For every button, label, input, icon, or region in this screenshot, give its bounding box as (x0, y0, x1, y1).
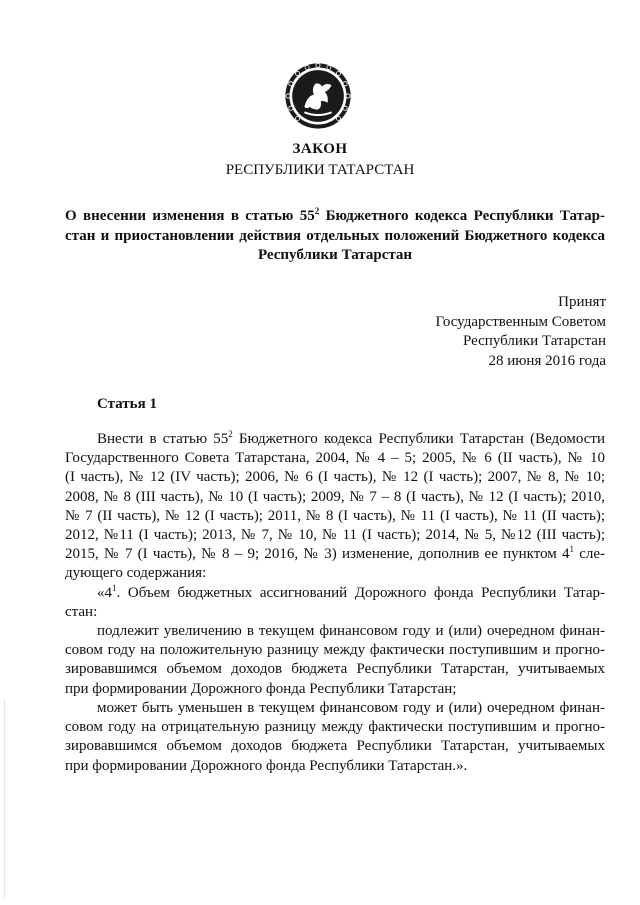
paragraph-line: зировавшимся объемом доходов бюджета Республики Татарстан, учитываемых (65, 738, 605, 755)
article-paragraph-2 (65, 584, 605, 622)
article-paragraph-4 (65, 699, 605, 776)
subject-line: О внесении изменения в статью $55^2$ Бюджетного кодекса Республики Татар- (65, 206, 605, 224)
paragraph-line: при формировании Дорожного фонда Республики Татарстан; (65, 680, 457, 697)
paragraph-line: совом году на положительную разницу между фактически поступившим и прогно- (65, 642, 605, 659)
paragraph-line: «$4^1$. Объем бюджетных ассигнований Дорожного фонда Республики Татар- (97, 583, 605, 601)
paragraph-line: Внести в статью $55^2$ Бюджетного кодекса Республики Татарстан (Ведомости (97, 429, 606, 447)
paragraph-line: может быть уменьшен в текущем финансовом году и (или) очередном финан- (97, 700, 605, 716)
scan-edge-artifact (4, 700, 6, 900)
adopted-republic: Республики Татарстан (462, 333, 606, 349)
article-heading: Статья 1 (97, 396, 157, 412)
law-title: ЗАКОН (292, 141, 348, 157)
paragraph-line: (I часть), № 12 (IV часть); 2006, № 6 (I часть), № 12 (I часть); 2007, № 8, № 10; (65, 469, 605, 486)
subject-line: стан и приостановлении действия отдельных положений Бюджетного кодекса (65, 227, 605, 244)
paragraph-line: 2012, №11 (I часть); 2013, № 7, № 10, № 11 (I часть); 2014, № 5, №12 (III часть); (65, 527, 605, 544)
republic-title: РЕСПУБЛИКИ ТАТАРСТАН (225, 162, 415, 178)
paragraph-line: № 7 (II часть), № 12 (I часть); 2011, № 8 (I часть), № 11 (I часть), № 11 (II часть); (65, 507, 605, 524)
paragraph-line: 2008, № 8 (III часть), № 10 (I часть); 2009, № 7 – 8 (I часть), № 12 (I часть); 2010, (65, 488, 605, 505)
tatarstan-coat-of-arms-icon (284, 62, 352, 130)
paragraph-line: подлежит увеличению в текущем финансовом году и (или) очередном финан- (97, 623, 605, 639)
paragraph-line: Государственного Совета Татарстана, 2004, № 4 – 5; 2005, № 6 (II часть), № 10 (65, 450, 605, 467)
article-paragraph-3 (65, 622, 605, 699)
paragraph-line: при формировании Дорожного фонда Республики Татарстан.». (65, 757, 468, 774)
adopted-by: Государственным Советом (435, 313, 606, 330)
law-subject (65, 207, 605, 266)
paragraph-line: стан: (65, 604, 98, 621)
adopted-label: Принят (558, 294, 606, 310)
paragraph-line: 2015, № 7 (I часть), № 8 – 9; 2016, № 3) изменение, дополнив ее пунктом $4^1$ сле- (65, 544, 606, 563)
adoption-block (436, 293, 607, 371)
article-paragraph-1 (65, 430, 605, 584)
adopted-date: 28 июня 2016 года (488, 352, 606, 369)
paragraph-line: зировавшимся объемом доходов бюджета Республики Татарстан, учитываемых (65, 661, 605, 678)
paragraph-line: дующего содержания: (65, 565, 207, 582)
paragraph-line: совом году на отрицательную разницу между фактически поступившим и прогно- (65, 719, 605, 736)
subject-line: Республики Татарстан (257, 247, 413, 263)
